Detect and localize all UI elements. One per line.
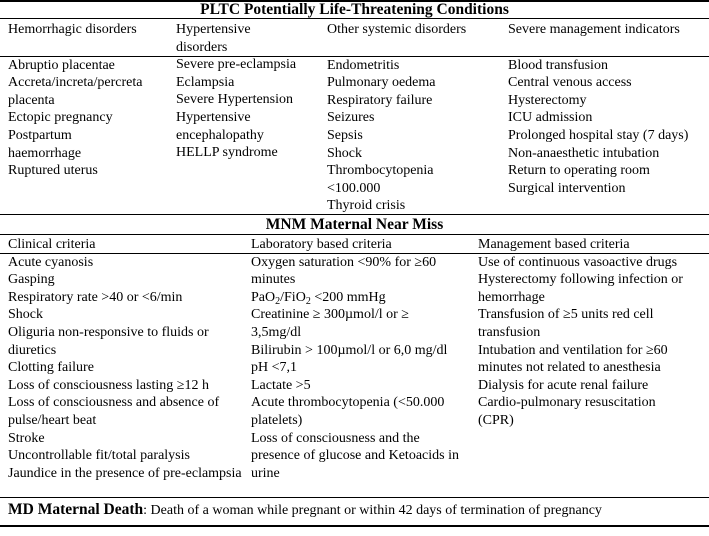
list-item: Shock: [327, 145, 362, 161]
list-item: Endometritis: [327, 57, 400, 73]
list-item: Seizures: [327, 110, 375, 126]
list-item: Hysterectomy: [508, 92, 587, 108]
list-item: Sepsis: [327, 127, 363, 143]
list-item: Creatinine ≥ 300µmol/l or ≥ 3,5mg/dl: [251, 307, 409, 340]
list-item: Acute thrombocytopenia (<50.000 platelets): [251, 395, 445, 428]
list-item: Ectopic pregnancy: [8, 110, 113, 126]
list-item: Surgical intervention: [508, 180, 626, 196]
list-item: Loss of consciousness and the presence of glucose and Ketoacids in urine: [251, 430, 459, 481]
pltc-column-header: Hypertensive disorders: [176, 22, 251, 55]
mnm-column-header: Management based criteria: [478, 237, 630, 252]
list-item: Dialysis for acute renal failure: [478, 377, 649, 393]
list-item: pH <7,1: [251, 360, 298, 376]
list-item: Oxygen saturation <90% for ≥60 minutes: [251, 254, 437, 288]
md-text: : Death of a woman while pregnant or within 42 days of termination of pregnancy: [143, 503, 602, 518]
list-item: Respiratory failure: [327, 92, 433, 108]
mnm-column-management: [478, 236, 707, 430]
list-item: Severe Hypertension: [176, 92, 294, 108]
list-item: HELLP syndrome: [176, 145, 278, 161]
pltc-title: PLTC Potentially Life-Threatening Conditions: [200, 1, 509, 18]
md-definition: [8, 501, 708, 520]
list-item: Stroke: [8, 430, 45, 446]
md-label: MD Maternal Death: [8, 501, 144, 518]
list-item: Abruptio placentae: [8, 57, 115, 73]
list-item: Respiratory rate >40 or <6/min: [8, 289, 183, 305]
mnm-column-header: Clinical criteria: [8, 237, 96, 252]
list-item: Hysterectomy following infection or hemorrhage: [478, 272, 683, 305]
list-item: Shock: [8, 307, 43, 323]
list-item: Accreta/increta/percreta placenta: [8, 75, 143, 108]
pltc-column-header: Other systemic disorders: [327, 22, 467, 37]
list-item: Jaundice in the presence of pre-eclampsia: [8, 465, 242, 481]
list-item: ICU admission: [508, 110, 593, 126]
list-item: Non-anaesthetic intubation: [508, 145, 660, 161]
list-item: PaO$_2$/FiO$_2$ <200 mmHg: [251, 289, 386, 307]
list-item: Cardio-pulmonary resuscitation (CPR): [478, 395, 656, 428]
list-item: Loss of consciousness lasting ≥12 h: [8, 377, 209, 393]
mnm-column-laboratory: [251, 236, 473, 482]
list-item: Return to operating room: [508, 163, 650, 179]
pltc-column-header: Hemorrhagic disorders: [8, 22, 137, 37]
bottom-rule: [0, 525, 709, 527]
list-item: Central venous access: [508, 75, 632, 91]
pltc-column-systemic: [327, 21, 499, 215]
list-item: Pulmonary oedema: [327, 75, 436, 91]
list-item: Use of continuous vasoactive drugs: [478, 254, 678, 270]
list-item: Transfusion of ≥5 units red cell transfusion: [478, 307, 654, 340]
list-item: Severe pre-eclampsia: [176, 57, 297, 73]
pltc-column-header: Severe management indicators: [508, 22, 680, 37]
mnm-title: MNM Maternal Near Miss: [265, 216, 444, 233]
list-item: Postpartum haemorrhage: [8, 127, 82, 161]
pltc-column-management: [508, 21, 706, 197]
list-item: Bilirubin > 100µmol/l or 6,0 mg/dl: [251, 342, 448, 358]
mnm-column-header: Laboratory based criteria: [251, 237, 392, 252]
mnm-column-clinical: [8, 236, 248, 482]
pltc-column-hypertensive: [176, 21, 316, 162]
pltc-column-hemorrhagic: [8, 21, 158, 180]
mnm-bottom-rule: [0, 497, 709, 498]
list-item: Prolonged hospital stay (7 days): [508, 127, 689, 143]
list-item: Acute cyanosis: [8, 254, 94, 270]
list-item: Lactate >5: [251, 377, 311, 393]
list-item: Thrombocytopenia <100.000: [327, 163, 434, 196]
list-item: Intubation and ventilation for ≥60 minutes not related to anesthesia: [478, 342, 668, 376]
list-item: Thyroid crisis: [327, 198, 406, 214]
list-item: Clotting failure: [8, 360, 94, 376]
mnm-header-rule: [0, 234, 709, 235]
list-item: Hypertensive encephalopathy: [176, 109, 264, 143]
list-item: Oliguria non-responsive to fluids or diuretics: [8, 324, 209, 358]
list-item: Uncontrollable fit/total paralysis: [8, 448, 190, 464]
list-item: Eclampsia: [176, 74, 235, 90]
list-item: Blood transfusion: [508, 57, 608, 73]
list-item: Gasping: [8, 272, 55, 288]
list-item: Loss of consciousness and absence of pulse/heart beat: [8, 395, 220, 428]
list-item: Ruptured uterus: [8, 163, 98, 179]
